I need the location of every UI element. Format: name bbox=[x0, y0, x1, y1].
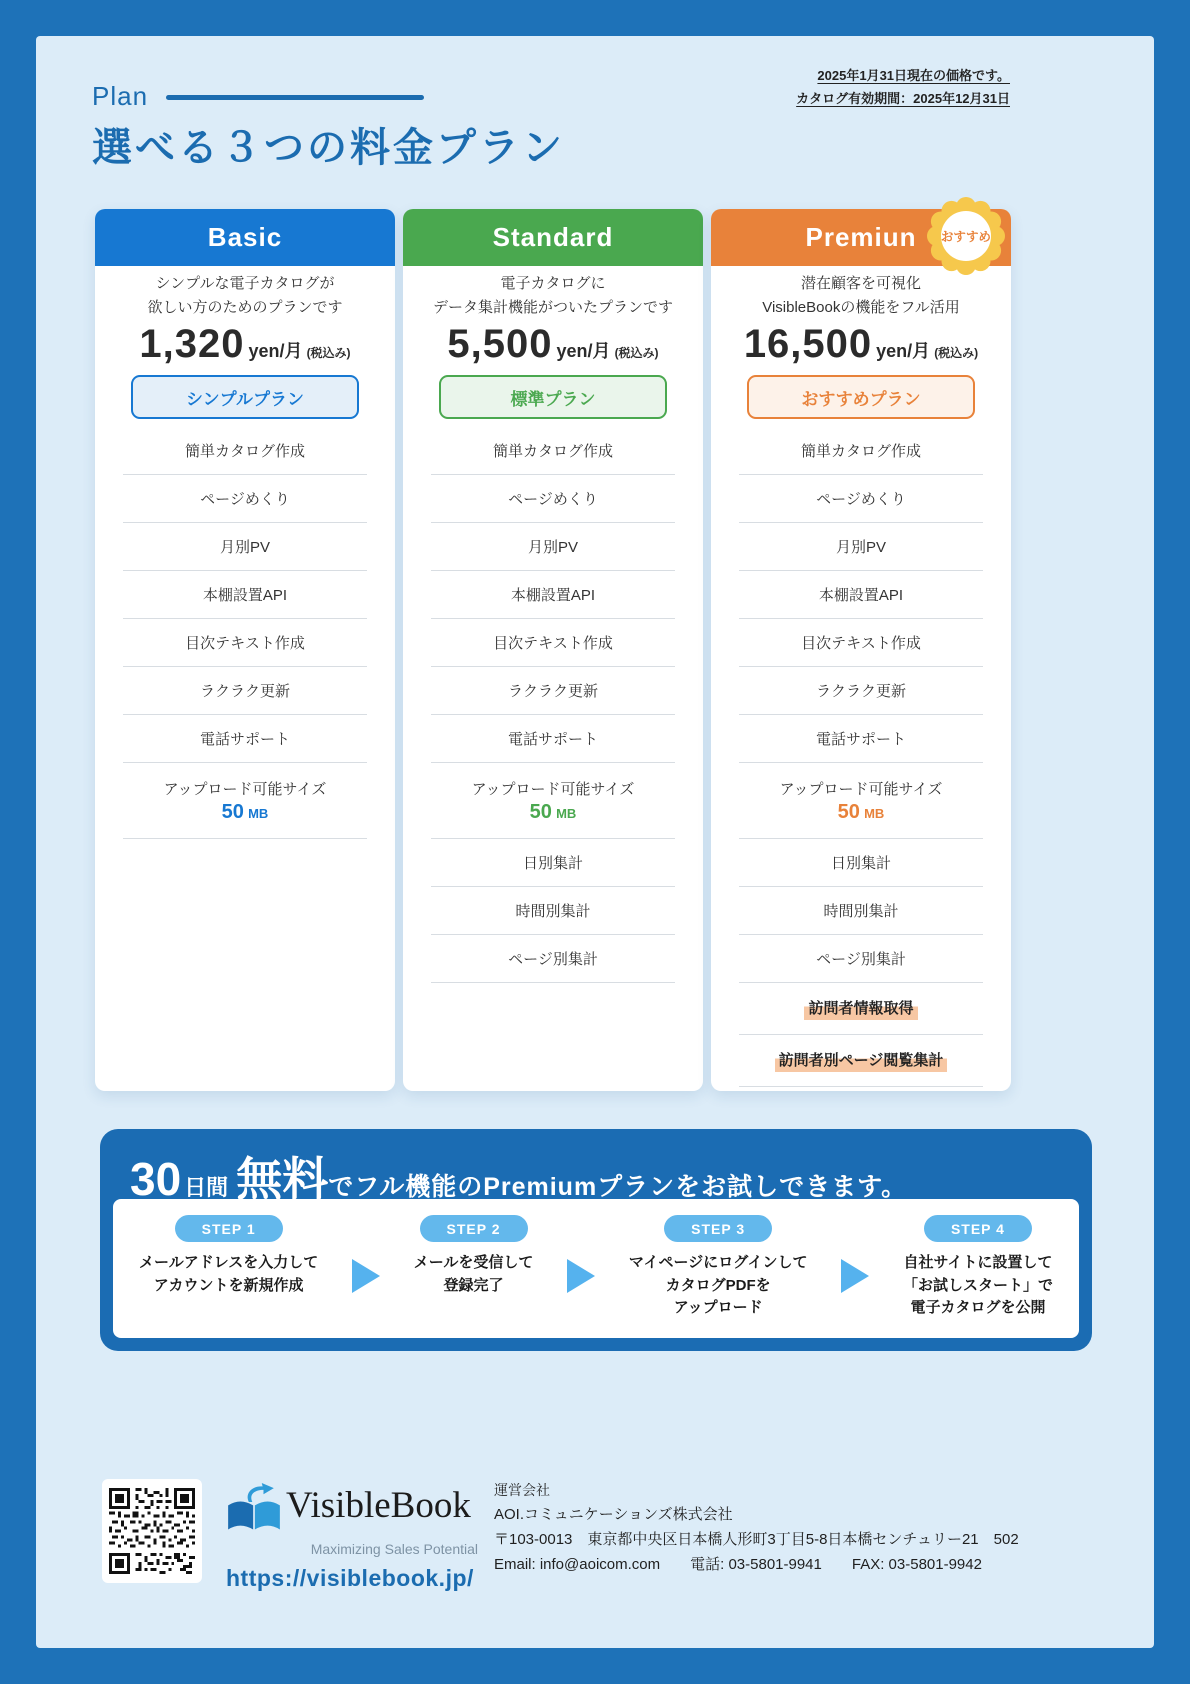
arrow-right-icon bbox=[352, 1259, 380, 1293]
price-note-line1: 2025年1月31日現在の価格です。 bbox=[817, 68, 1010, 83]
plan-description: シンプルな電子カタログが 欲しい方のためのプランです bbox=[147, 275, 343, 316]
header bbox=[36, 36, 1154, 173]
plan-button-standard[interactable]: 標準プラン bbox=[439, 375, 667, 419]
company-address: 〒103-0013 東京都中央区日本橋人形町3丁目5-8日本橋センチュリー21 502 bbox=[494, 1531, 1019, 1549]
company-name: AOI.コミュニケーションズ株式会社 bbox=[494, 1506, 733, 1524]
feature-row: ページ別集計 bbox=[431, 935, 675, 983]
price-note-line2: カタログ有効期間：2025年12月31日 bbox=[796, 91, 1010, 107]
feature-row: 本棚設置API bbox=[123, 571, 367, 619]
qr-code bbox=[102, 1479, 202, 1583]
plan-price: 5,500 yen/月 (税込み) bbox=[447, 322, 659, 366]
feature-list bbox=[123, 427, 367, 839]
page-title: 選べる３つの料金プラン bbox=[92, 126, 565, 170]
plan-name-basic: Basic bbox=[95, 209, 395, 266]
plan-price: 16,500 yen/月 (税込み) bbox=[743, 322, 979, 366]
website-url[interactable]: https://visiblebook.jp/ bbox=[226, 1564, 474, 1591]
feature-row: ラクラク更新 bbox=[431, 667, 675, 715]
feature-row: ページめくり bbox=[431, 475, 675, 523]
feature-row: 目次テキスト作成 bbox=[431, 619, 675, 667]
feature-list bbox=[739, 427, 983, 1087]
plan-card-standard bbox=[403, 209, 703, 1091]
company-contact: Email: info@aoicom.com 電話: 03-5801-9941 FAX: 03-5801-9942 bbox=[494, 1556, 982, 1574]
feature-row: ラクラク更新 bbox=[739, 667, 983, 715]
feature-row: 電話サポート bbox=[431, 715, 675, 763]
feature-row-highlight: 訪問者別ページ閲覧集計 bbox=[739, 1035, 983, 1087]
plan-button-basic[interactable]: シンプルプラン bbox=[131, 375, 359, 419]
step-2: STEP 2 メールを受信して 登録完了 bbox=[414, 1215, 534, 1297]
plan-card-basic bbox=[95, 209, 395, 1091]
step-3: STEP 3 マイページにログインして カタログPDFを アップロード bbox=[629, 1215, 808, 1320]
steps-box bbox=[113, 1199, 1079, 1338]
company-label: 運営会社 bbox=[494, 1481, 550, 1498]
feature-row: ページめくり bbox=[123, 475, 367, 523]
plan-card-premium bbox=[711, 209, 1011, 1091]
plan-button-premium[interactable]: おすすめプラン bbox=[747, 375, 975, 419]
step-1: STEP 1 メールアドレスを入力して アカウントを新規作成 bbox=[139, 1215, 318, 1297]
upload-size-row: アップロード可能サイズ 50 MB bbox=[123, 763, 367, 839]
arrow-right-icon bbox=[567, 1259, 595, 1293]
feature-row: 月別PV bbox=[123, 523, 367, 571]
feature-list bbox=[431, 427, 675, 983]
feature-row: 月別PV bbox=[431, 523, 675, 571]
plan-description: 電子カタログに データ集計機能がついたプランです bbox=[432, 275, 673, 316]
trial-banner-title: 30 日間 無料 でフル機能のPremiumプランをお試しできます。 bbox=[130, 1153, 908, 1205]
feature-row: 時間別集計 bbox=[431, 887, 675, 935]
feature-row: 本棚設置API bbox=[431, 571, 675, 619]
feature-row: 電話サポート bbox=[123, 715, 367, 763]
logo-wordmark: VisibleBook bbox=[286, 1484, 471, 1526]
plan-name-standard: Standard bbox=[403, 209, 703, 266]
visiblebook-logo-icon bbox=[226, 1483, 282, 1538]
plan-name-premium: Premiun bbox=[711, 209, 1011, 266]
feature-row: ページ別集計 bbox=[739, 935, 983, 983]
flyer-page bbox=[36, 36, 1154, 1648]
feature-row: 日別集計 bbox=[739, 839, 983, 887]
feature-row: ページめくり bbox=[739, 475, 983, 523]
feature-row: 本棚設置API bbox=[739, 571, 983, 619]
upload-size-row: アップロード可能サイズ 50 MB bbox=[739, 763, 983, 839]
recommended-badge-label: おすすめ bbox=[940, 230, 992, 244]
recommended-badge-icon bbox=[926, 196, 1006, 276]
logo-tagline: Maximizing Sales Potential bbox=[310, 1540, 478, 1557]
feature-row: 簡単カタログ作成 bbox=[123, 427, 367, 475]
price-notes bbox=[796, 64, 1010, 111]
feature-row: 簡単カタログ作成 bbox=[739, 427, 983, 475]
step-4-badge: STEP 4 bbox=[924, 1215, 1032, 1242]
step-4: STEP 4 自社サイトに設置して 「お試しスタート」で 電子カタログを公開 bbox=[903, 1215, 1053, 1320]
company-info bbox=[494, 1479, 1019, 1578]
feature-row: 月別PV bbox=[739, 523, 983, 571]
plan-description: 潜在顧客を可視化 VisibleBookの機能をフル活用 bbox=[762, 275, 960, 316]
feature-row-highlight: 訪問者情報取得 bbox=[739, 983, 983, 1035]
feature-row: 日別集計 bbox=[431, 839, 675, 887]
arrow-right-icon bbox=[841, 1259, 869, 1293]
upload-size-row: アップロード可能サイズ 50 MB bbox=[431, 763, 675, 839]
step-1-badge: STEP 1 bbox=[175, 1215, 283, 1242]
step-3-badge: STEP 3 bbox=[664, 1215, 772, 1242]
feature-row: 電話サポート bbox=[739, 715, 983, 763]
step-2-badge: STEP 2 bbox=[420, 1215, 528, 1242]
feature-row: ラクラク更新 bbox=[123, 667, 367, 715]
feature-row: 目次テキスト作成 bbox=[739, 619, 983, 667]
feature-row: 時間別集計 bbox=[739, 887, 983, 935]
feature-row: 簡単カタログ作成 bbox=[431, 427, 675, 475]
eyebrow-rule bbox=[166, 95, 424, 100]
footer bbox=[102, 1479, 1154, 1592]
logo-block bbox=[226, 1479, 478, 1592]
feature-row: 目次テキスト作成 bbox=[123, 619, 367, 667]
plan-price: 1,320 yen/月 (税込み) bbox=[139, 322, 351, 366]
trial-banner bbox=[100, 1129, 1092, 1351]
eyebrow-label: Plan bbox=[92, 80, 149, 111]
plans-row bbox=[36, 173, 1154, 1091]
